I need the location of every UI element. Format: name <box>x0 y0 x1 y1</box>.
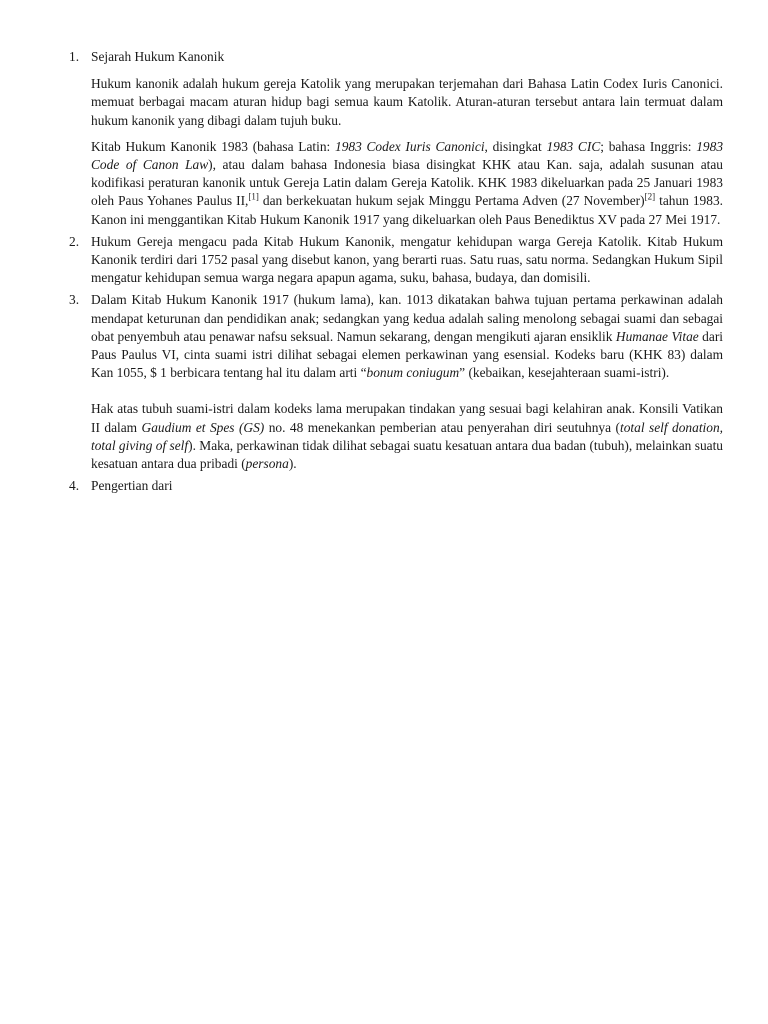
italic-term: total self donation, total giving of self <box>91 419 723 453</box>
section-title: Sejarah Hukum Kanonik <box>91 49 225 64</box>
paragraph: Hak atas tubuh suami-istri dalam kodeks lama merupakan tindakan yang sesuai bagi kelahiran anak. Konsili Vatikan II dalam Gaudium et Spes (GS) no. 48 menekankan pemberian atau penyerahan diri seutuhnya (total self donation, total giving of self). Maka, perkawinan tidak dilihat sebagai suatu kesatuan antara dua badan (tubuh), melainkan suatu kesatuan antara dua pribadi (persona). <box>91 401 723 472</box>
section-title: Pengertian dari <box>91 478 173 494</box>
item-content <box>91 233 723 288</box>
italic-term: persona <box>245 456 289 472</box>
list-item-4 <box>0 477 768 495</box>
paragraph: Hukum Gereja mengacu pada Kitab Hukum Kanonik, mengatur kehidupan warga Gereja Katolik. Kitab Hukum Kanonik terdiri dari 1752 pasal yang disebut kanon, yang berarti ruas. Satu ruas, satu norma. Sedangkan Hukum Sipil mengatur kehidupan semua warga negara apapun agama, suku, bahasa, budaya, dan domisili. <box>91 233 723 286</box>
italic-term: 1983 Codex Iuris Canonici <box>335 138 485 154</box>
paragraph: Dalam Kitab Hukum Kanonik 1917 (hukum lama), kan. 1013 dikatakan bahwa tujuan pertama perkawinan adalah mendapat keturunan dan pendidikan anak; sedangkan yang kedua adalah saling menolong sebagai suami dan sebagai obat penyembuh atau penawar nafsu seksual. Namun sekarang, dengan mengikuti ajaran ensiklik Humanae Vitae dari Paus Paulus VI, cinta suami istri dilihat sebagai elemen perkawinan yang esensial. Kodeks baru (KHK 83) dalam Kan 1055, $ 1 berbicara tentang hal itu dalam arti “bonum coniugum” (kebaikan, kesejahteraan suami-istri). <box>91 292 723 381</box>
paragraph: Hukum kanonik adalah hukum gereja Katolik yang merupakan terjemahan dari Bahasa Latin Codex Iuris Canonici. memuat berbagai macam aturan hidup bagi semua kaum Katolik. Aturan-aturan tersebut antara lain termuat dalam hukum kanonik yang dibagi dalam tujuh buku. <box>91 76 723 128</box>
list-item-3 <box>0 291 768 473</box>
numbered-list <box>0 48 768 495</box>
item-content <box>91 48 723 229</box>
item-content <box>91 291 723 473</box>
item-number: 3. <box>69 292 80 308</box>
footnote-ref[interactable]: [1] <box>248 191 259 202</box>
italic-term: 1983 Code of Canon Law <box>91 138 724 173</box>
list-item-2 <box>0 233 768 288</box>
item-number: 4. <box>69 478 80 494</box>
italic-term: Humanae Vitae <box>615 328 699 344</box>
item-content <box>91 477 723 495</box>
footnote-ref[interactable]: [2] <box>644 191 656 202</box>
item-number: 1. <box>69 49 80 64</box>
italic-term: 1983 CIC <box>546 138 601 154</box>
list-item-1 <box>0 48 768 229</box>
item-number: 2. <box>69 233 80 249</box>
paragraph: Kitab Hukum Kanonik 1983 (bahasa Latin: 1983 Codex Iuris Canonici, disingkat 1983 CIC; bahasa Inggris: 1983 Code of Canon Law), atau dalam bahasa Indonesia biasa disingkat KHK atau Kan. saja, adalah susunan atau kodifikasi peraturan kanonik untuk Gereja Latin dalam Gereja Katolik. KHK 1983 dikeluarkan pada 25 Januari 1983 oleh Paus Yohanes Paulus II,[1] dan berkekuatan hukum sejak Minggu Pertama Adven (27 November)[2] tahun 1983. Kanon ini menggantikan Kitab Hukum Kanonik 1917 yang dikeluarkan oleh Paus Benediktus XV pada 27 Mei 1917. <box>91 138 724 227</box>
italic-term: Gaudium et Spes (GS) <box>141 419 265 435</box>
italic-term: bonum coniugum <box>366 365 460 381</box>
